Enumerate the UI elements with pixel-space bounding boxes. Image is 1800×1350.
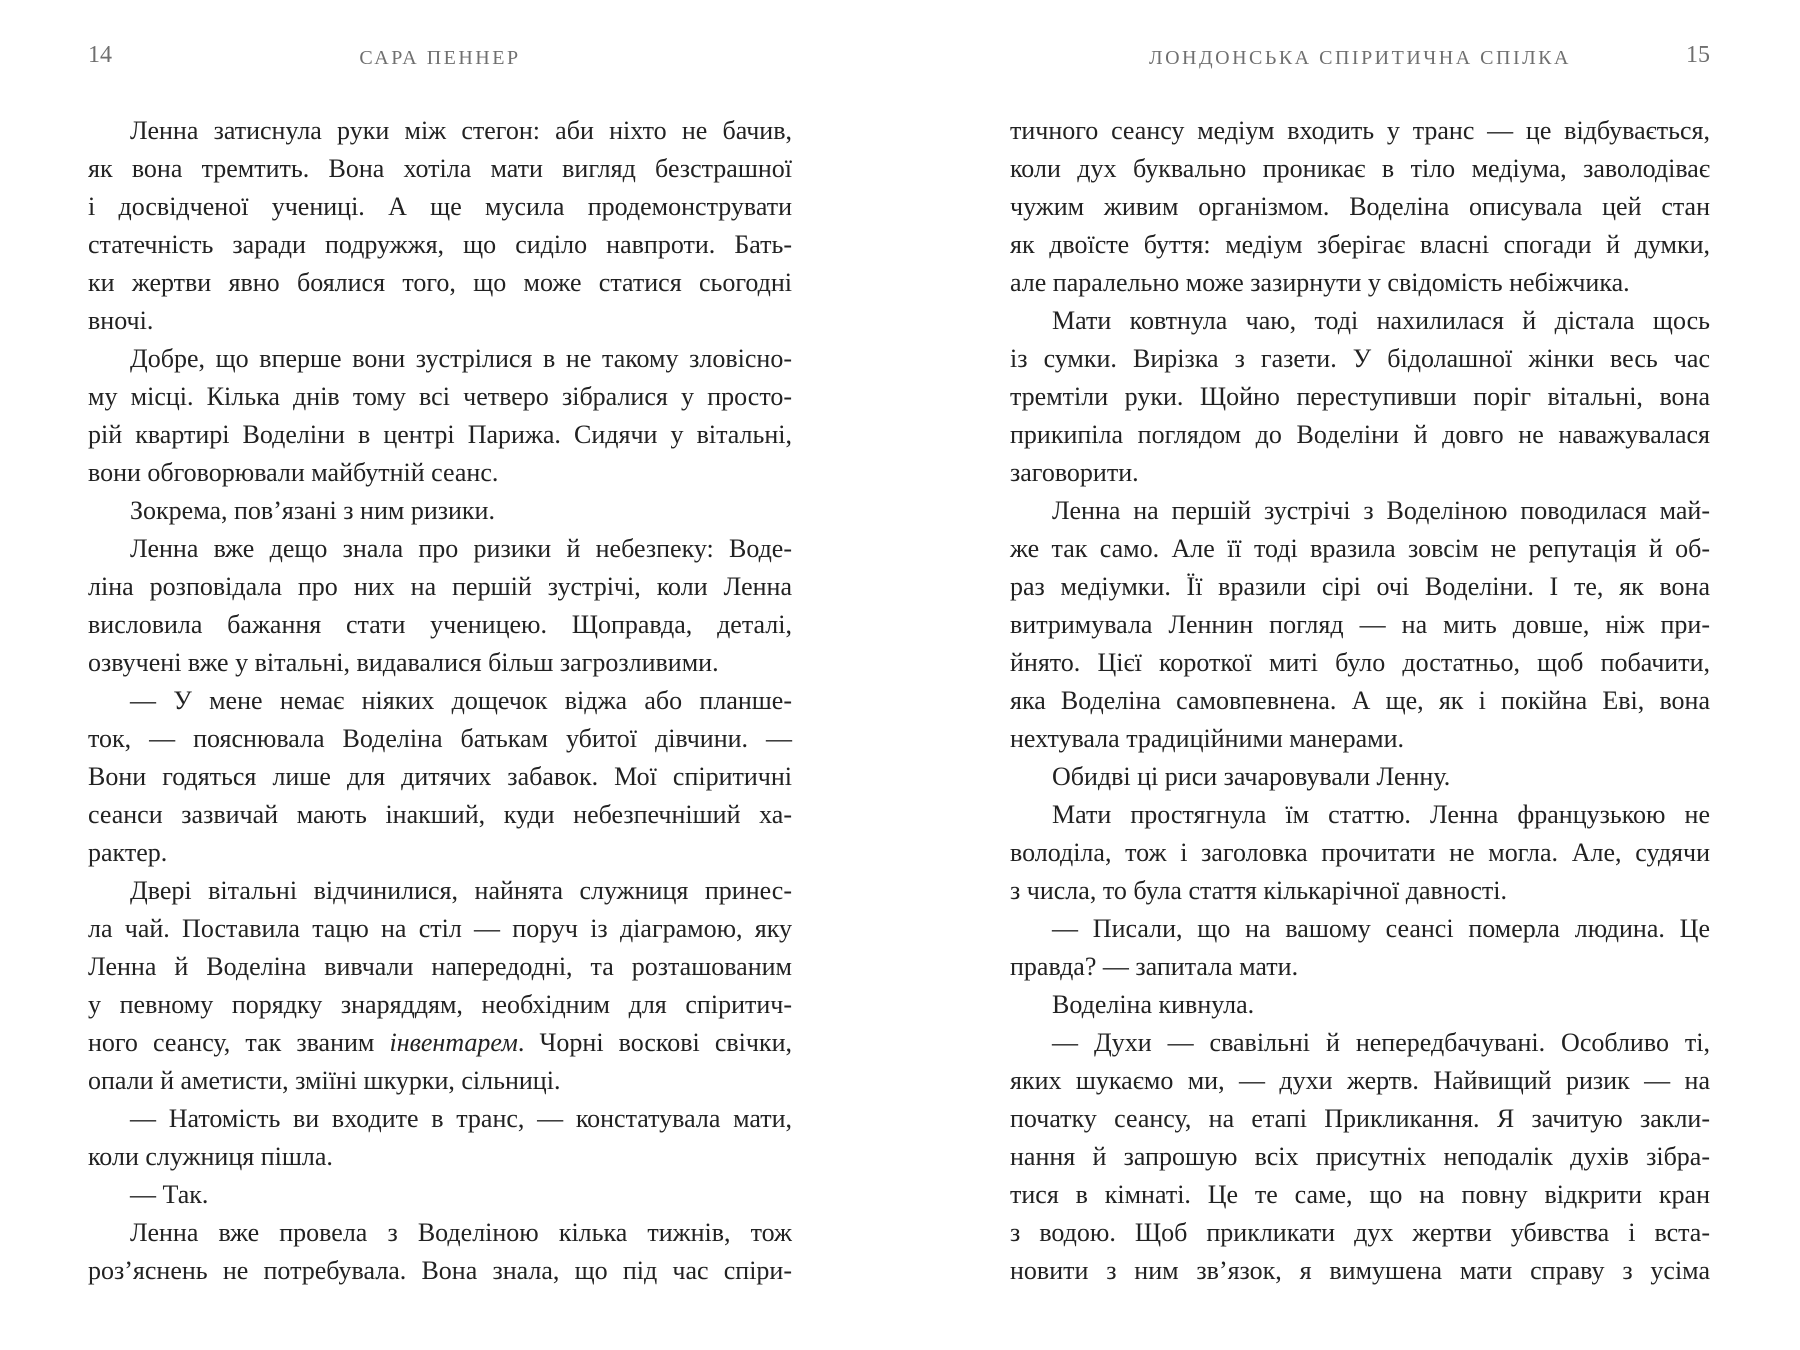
- text-line: му місці. Кілька днів тому всі четверо зібралися у просто-: [88, 382, 792, 411]
- text-line: Ленна й Воделіна вивчали напередодні, та розташованим: [88, 952, 792, 981]
- text-line: із сумки. Вирізка з газети. У бідолашної жінки весь час: [1010, 344, 1710, 373]
- text-line: ла чай. Поставила тацю на стіл — поруч із діаграмою, яку: [88, 914, 792, 943]
- text-line: сеанси зазвичай мають інакший, куди небезпечніший ха-: [88, 800, 792, 829]
- text-line: з числа, то була стаття кількарічної давності.: [1010, 876, 1508, 905]
- text-line: заговорити.: [1010, 458, 1139, 487]
- text-line: — Духи — свавільні й непередбачувані. Особливо ті,: [1052, 1028, 1710, 1057]
- text-line: Зокрема, пов’язані з ним ризики.: [130, 496, 495, 525]
- text-line: рактер.: [88, 838, 168, 867]
- text-line: ки жертви явно боялися того, що може статися сьогодні: [88, 268, 792, 297]
- text-line: — У мене немає ніяких дощечок віджа або планше-: [130, 686, 792, 715]
- text-line: вночі.: [88, 306, 154, 335]
- text-line: же так само. Але її тоді вразила зовсім не репутація й об-: [1010, 534, 1710, 563]
- text-line: Вони годяться лише для дитячих забавок. Мої спіритичні: [88, 762, 792, 791]
- text-line: нехтувала традиційними манерами.: [1010, 724, 1404, 753]
- text-line: раз медіумки. Її вразили сірі очі Воделіни. І те, як вона: [1010, 572, 1710, 601]
- text-line: як двоїсте буття: медіум зберігає власні спогади й думки,: [1010, 230, 1710, 259]
- text-line: володіла, тож і заголовка прочитати не могла. Але, судячи: [1010, 838, 1710, 867]
- text-line: Ленна затиснула руки між стегон: аби ніхто не бачив,: [130, 116, 792, 145]
- text-line: — Натомість ви входите в транс, — констатувала мати,: [130, 1104, 792, 1133]
- text-line: Воделіна кивнула.: [1052, 990, 1255, 1019]
- text-line: прикипіла поглядом до Воделіни й довго не наважувалася: [1010, 420, 1710, 449]
- text-line: тремтіли руки. Щойно переступивши поріг вітальні, вона: [1010, 382, 1710, 411]
- page-body-right: [1010, 112, 1710, 1290]
- text-line: — Так.: [130, 1180, 209, 1209]
- text-line: висловила бажання стати ученицею. Щоправда, деталі,: [88, 610, 792, 639]
- text-line: Мати простягнула їм статтю. Ленна французькою не: [1052, 800, 1710, 829]
- running-header-left: САРА ПЕННЕР: [359, 47, 521, 69]
- text-line: але паралельно може зазирнути у свідомість небіжчика.: [1010, 268, 1630, 297]
- text-line: початку сеансу, на етапі Прикликання. Я зачитую закли-: [1010, 1104, 1710, 1133]
- text-line: правда? — запитала мати.: [1010, 952, 1299, 981]
- text-line: Добре, що вперше вони зустрілися в не такому зловісно-: [130, 344, 792, 373]
- text-line: опали й аметисти, зміїні шкурки, сільниці.: [88, 1066, 561, 1095]
- text-line: йнято. Цієї короткої миті було достатньо, щоб побачити,: [1010, 648, 1710, 677]
- text-line: з водою. Щоб прикликати дух жертви убивства і вста-: [1010, 1218, 1710, 1247]
- text-line: статечність заради подружжя, що сиділо навпроти. Бать-: [88, 230, 792, 259]
- text-line: Ленна на першій зустрічі з Воделіною поводилася май-: [1052, 496, 1710, 525]
- text-line: нання й запрошую всіх присутніх неподалік духів зібра-: [1010, 1142, 1710, 1171]
- text-line: чужим живим організмом. Воделіна описувала цей стан: [1010, 192, 1710, 221]
- text-line: новити з ним зв’язок, я вимушена мати справу з усіма: [1010, 1256, 1710, 1285]
- text-line: Мати ковтнула чаю, тоді нахилилася й дістала щось: [1052, 306, 1710, 335]
- text-line: Обидві ці риси зачаровували Ленну.: [1052, 762, 1451, 791]
- text-line: Ленна вже дещо знала про ризики й небезпеку: Воде-: [130, 534, 792, 563]
- text-line: яка Воделіна самовпевнена. А ще, як і покійна Еві, вона: [1010, 686, 1710, 715]
- text-line: тися в кімнаті. Це те саме, що на повну відкрити кран: [1010, 1180, 1710, 1209]
- text-line: коли дух буквально проникає в тіло медіума, заволодіває: [1010, 154, 1710, 183]
- text-line: як вона тремтить. Вона хотіла мати вигляд безстрашної: [88, 154, 792, 183]
- text-line: Ленна вже провела з Воделіною кілька тижнів, тож: [130, 1218, 792, 1247]
- running-header-right: ЛОНДОНСЬКА СПІРИТИЧНА СПІЛКА: [1149, 47, 1571, 69]
- page-body-left: [88, 112, 792, 1290]
- text-line: у певному порядку знаряддям, необхідним для спіритич-: [88, 990, 792, 1019]
- text-line: Двері вітальні відчинилися, найнята служниця принес-: [130, 876, 792, 905]
- text-line: витримувала Леннин погляд — на мить довше, ніж при-: [1010, 610, 1710, 639]
- text-line: ного сеансу, так званим інвентарем. Чорні воскові свічки,: [88, 1028, 792, 1057]
- text-line: роз’яснень не потребувала. Вона знала, що під час спіри-: [88, 1256, 792, 1285]
- text-line: озвучені вже у вітальні, видавалися більш загрозливими.: [88, 648, 719, 677]
- text-line: вони обговорювали майбутній сеанс.: [88, 458, 499, 487]
- text-line: яких шукаємо ми, — духи жертв. Найвищий ризик — на: [1010, 1066, 1710, 1095]
- text-line: ток, — пояснювала Воделіна батькам убитої дівчини. —: [88, 724, 792, 753]
- text-line: рій квартирі Воделіни в центрі Парижа. Сидячи у вітальні,: [88, 420, 792, 449]
- text-line: тичного сеансу медіум входить у транс — це відбувається,: [1010, 116, 1710, 145]
- text-line: ліна розповідала про них на першій зустрічі, коли Ленна: [88, 572, 792, 601]
- page-number-left: 14: [88, 42, 112, 68]
- page-number-right: 15: [1686, 42, 1710, 68]
- text-line: — Писали, що на вашому сеансі померла людина. Це: [1052, 914, 1710, 943]
- text-line: і досвідченої учениці. А ще мусила продемонструвати: [88, 192, 792, 221]
- text-line: коли служниця пішла.: [88, 1142, 333, 1171]
